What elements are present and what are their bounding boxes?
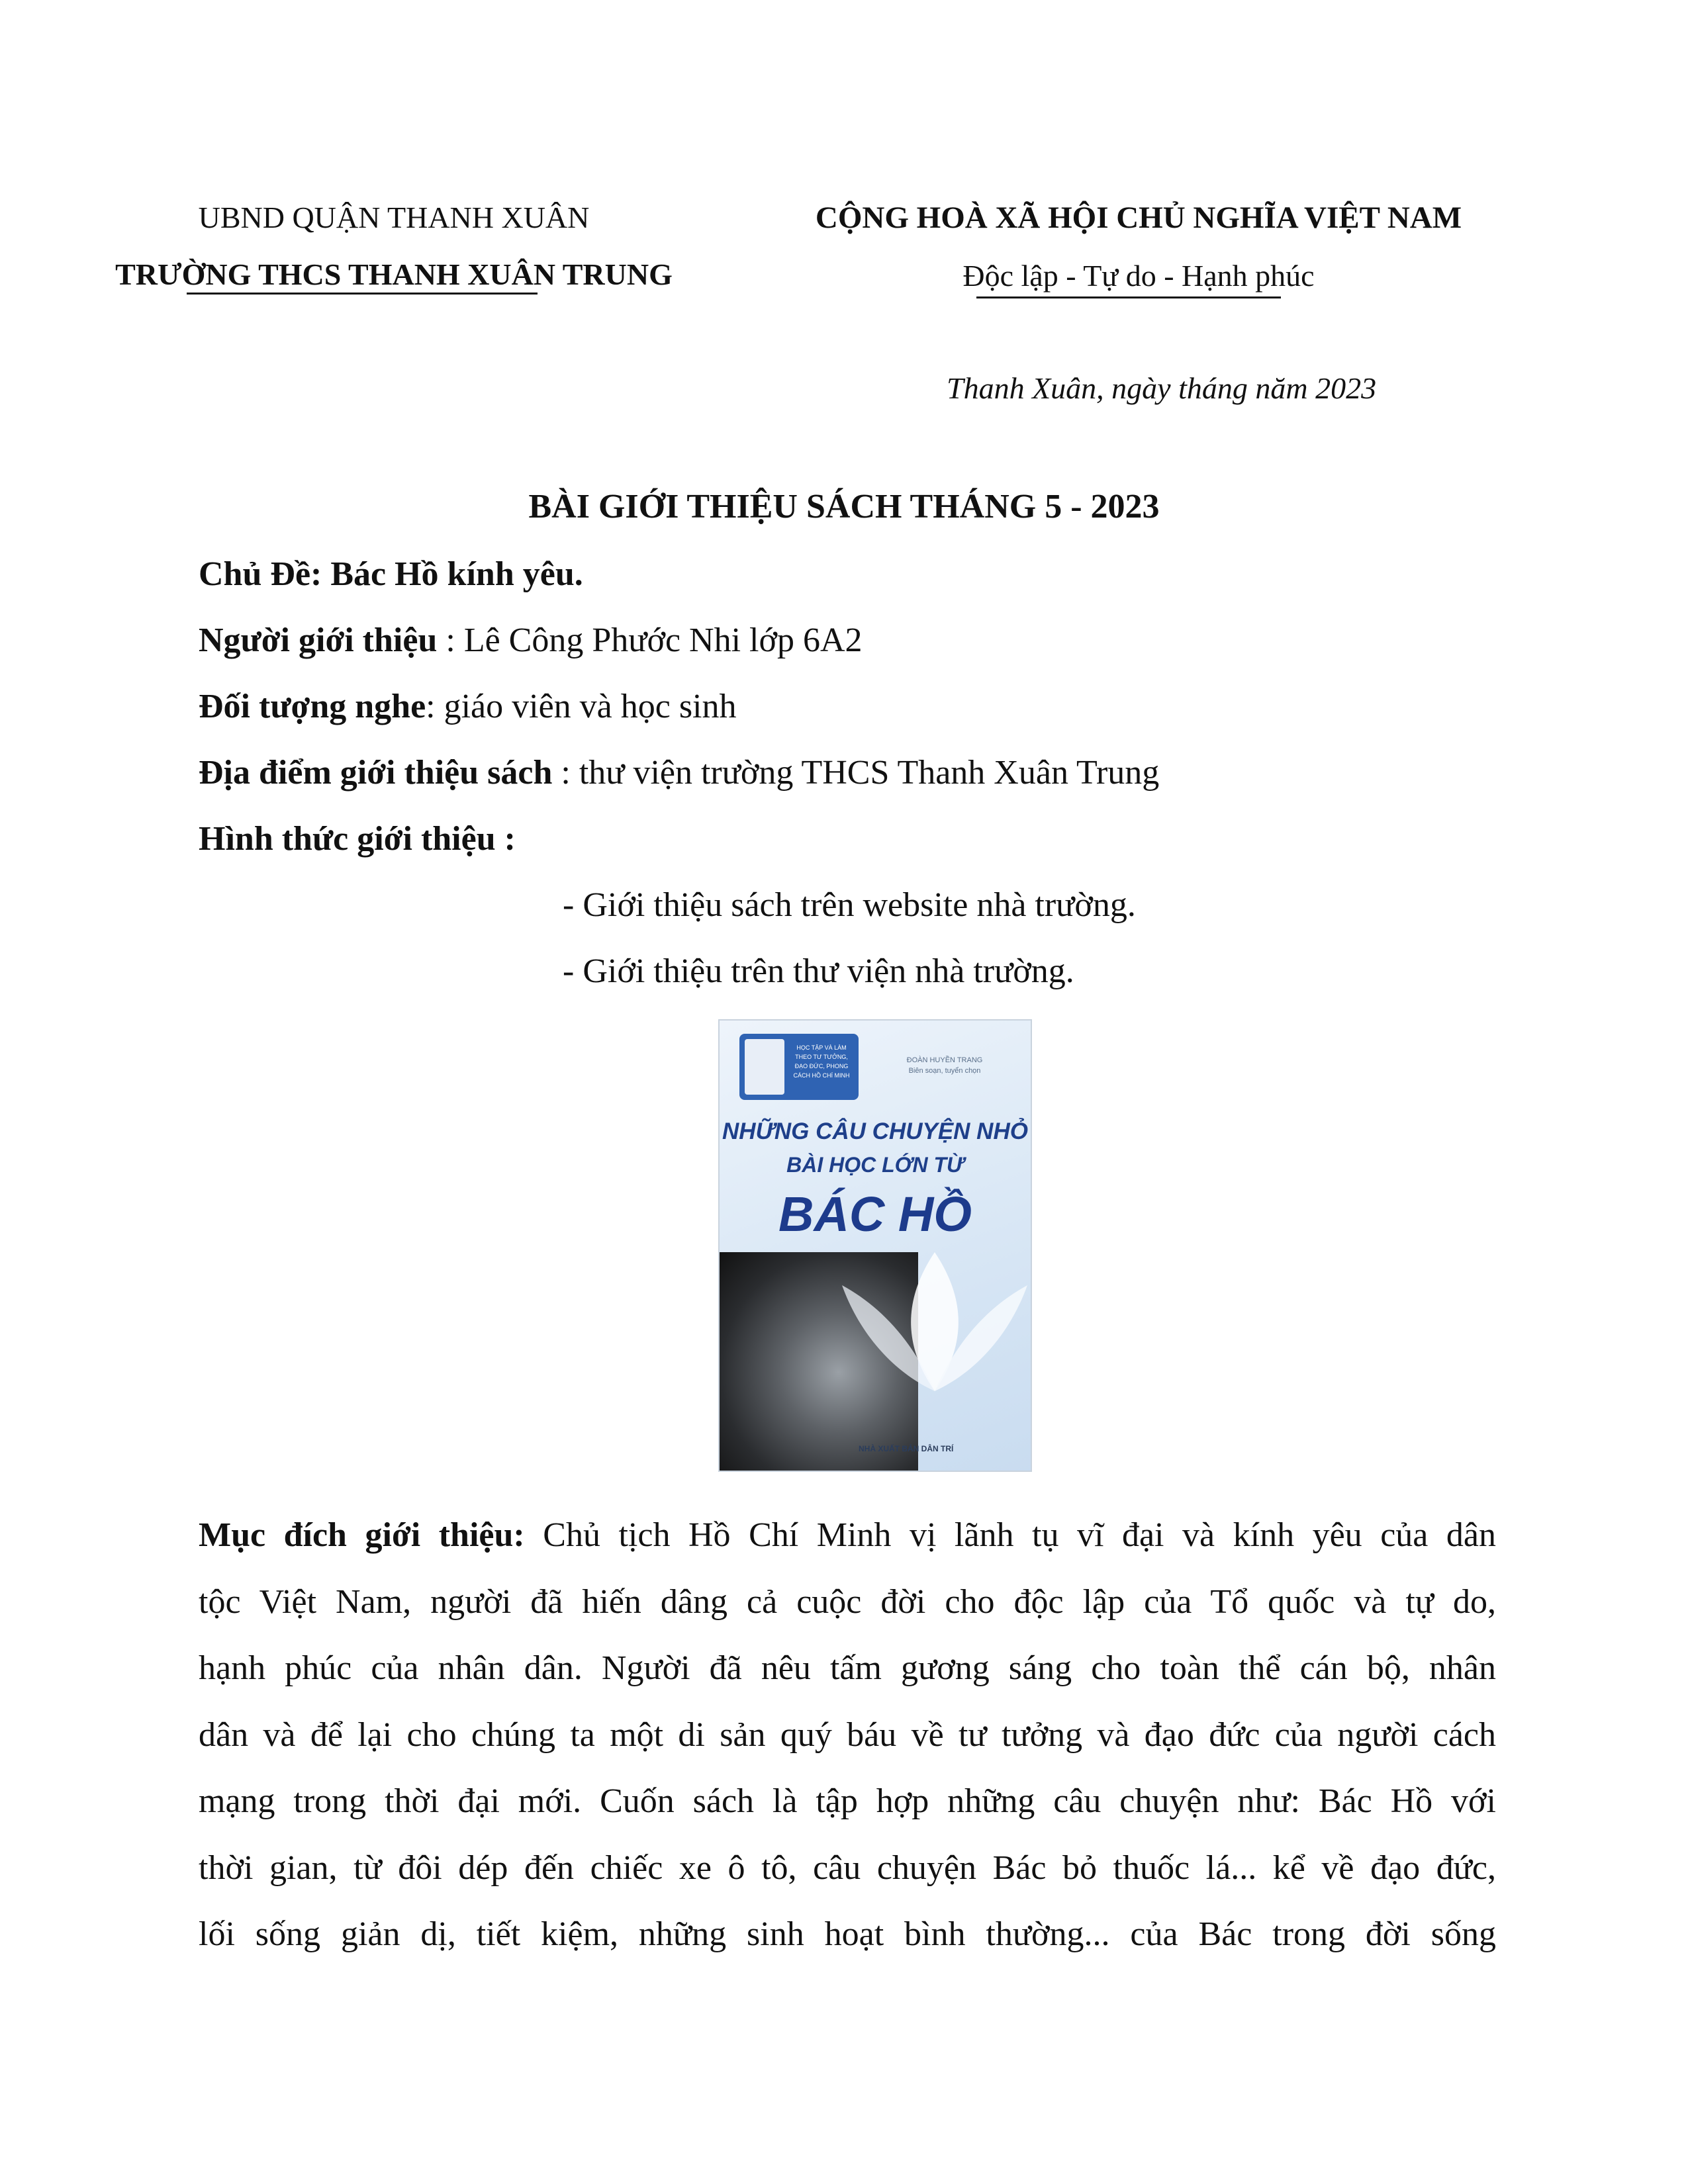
cover-author xyxy=(872,1055,1017,1076)
book-cover-image xyxy=(718,1019,1032,1472)
portrait-thumbnail xyxy=(745,1039,784,1095)
paragraph-text: Chủ tịch Hồ Chí Minh vị lãnh tụ vĩ đại và kính yêu của dân xyxy=(524,1516,1496,1554)
national-motto: Độc lập - Tự do - Hạnh phúc xyxy=(962,259,1315,293)
paragraph-line: mạng trong thời đại mới. Cuốn sách là tập hợp những câu chuyện như: Bác Hồ với xyxy=(199,1782,1496,1820)
presenter-line xyxy=(199,621,863,660)
audience-label: Đối tượng nghe xyxy=(199,688,426,725)
cover-publisher: NHÀ XUẤT BẢN DÂN TRÍ xyxy=(859,1444,954,1453)
bullet-item: - Giới thiệu trên thư viện nhà trường. xyxy=(563,952,1074,990)
cover-author-sub: Biên soạn, tuyển chọn xyxy=(908,1067,981,1075)
audience-value: : giáo viên và học sinh xyxy=(426,688,737,725)
date-line: Thanh Xuân, ngày tháng năm 2023 xyxy=(947,371,1377,405)
location-label: Địa điểm giới thiệu sách xyxy=(199,754,553,792)
paragraph-line xyxy=(199,1502,1496,1569)
paragraph-line: dân và để lại cho chúng ta một di sản quý báu về tư tưởng và đạo đức của người cách xyxy=(199,1715,1496,1754)
form-line xyxy=(199,819,516,858)
cover-title-line2: BÀI HỌC LỚN TỪ xyxy=(786,1153,964,1177)
cover-title-line3: BÁC HỒ xyxy=(778,1187,972,1242)
form-label: Hình thức giới thiệu : xyxy=(199,820,516,858)
purpose-paragraph xyxy=(199,1502,1496,1968)
school-name-underline xyxy=(187,293,538,295)
cover-author-name: ĐOÀN HUYỀN TRANG xyxy=(906,1056,983,1064)
paragraph-line: tộc Việt Nam, người đã hiến dâng cả cuộc đời cho độc lập của Tổ quốc và tự do, xyxy=(199,1582,1496,1621)
bullet-item: - Giới thiệu sách trên website nhà trường. xyxy=(563,886,1136,924)
topic-line xyxy=(199,555,583,594)
series-badge xyxy=(739,1034,859,1100)
series-badge-text: HỌC TẬP VÀ LÀM THEO TƯ TƯỞNG, ĐẠO ĐỨC, PHONG CÁCH HỒ CHÍ MINH xyxy=(793,1044,850,1079)
presenter-value: : Lê Công Phước Nhi lớp 6A2 xyxy=(437,621,863,659)
lotus-graphic xyxy=(839,1239,1031,1411)
location-value: : thư viện trường THCS Thanh Xuân Trung xyxy=(552,754,1160,792)
purpose-label: Mục đích giới thiệu: xyxy=(199,1516,525,1554)
page-title: BÀI GIỚI THIỆU SÁCH THÁNG 5 - 2023 xyxy=(528,488,1160,525)
topic-text: Chủ Đề: Bác Hồ kính yêu. xyxy=(199,555,583,593)
audience-line xyxy=(199,687,737,726)
paragraph-line: thời gian, từ đôi dép đến chiếc xe ô tô, câu chuyện Bác bỏ thuốc lá... kể về đạo đức, xyxy=(199,1848,1496,1887)
agency-name: UBND QUẬN THANH XUÂN xyxy=(198,201,590,234)
paragraph-line: hạnh phúc của nhân dân. Người đã nêu tấm gương sáng cho toàn thể cán bộ, nhân xyxy=(199,1649,1496,1687)
presenter-label: Người giới thiệu xyxy=(199,621,438,659)
national-title: CỘNG HOÀ XÃ HỘI CHỦ NGHĨA VIỆT NAM xyxy=(815,201,1462,235)
school-name: TRƯỜNG THCS THANH XUÂN TRUNG xyxy=(115,257,673,291)
cover-title-line1: NHỮNG CÂU CHUYỆN NHỎ xyxy=(722,1118,1028,1144)
location-line xyxy=(199,753,1159,792)
motto-underline xyxy=(976,296,1281,298)
paragraph-line: lối sống giản dị, tiết kiệm, những sinh hoạt bình thường... của Bác trong đời sống xyxy=(199,1915,1496,1953)
